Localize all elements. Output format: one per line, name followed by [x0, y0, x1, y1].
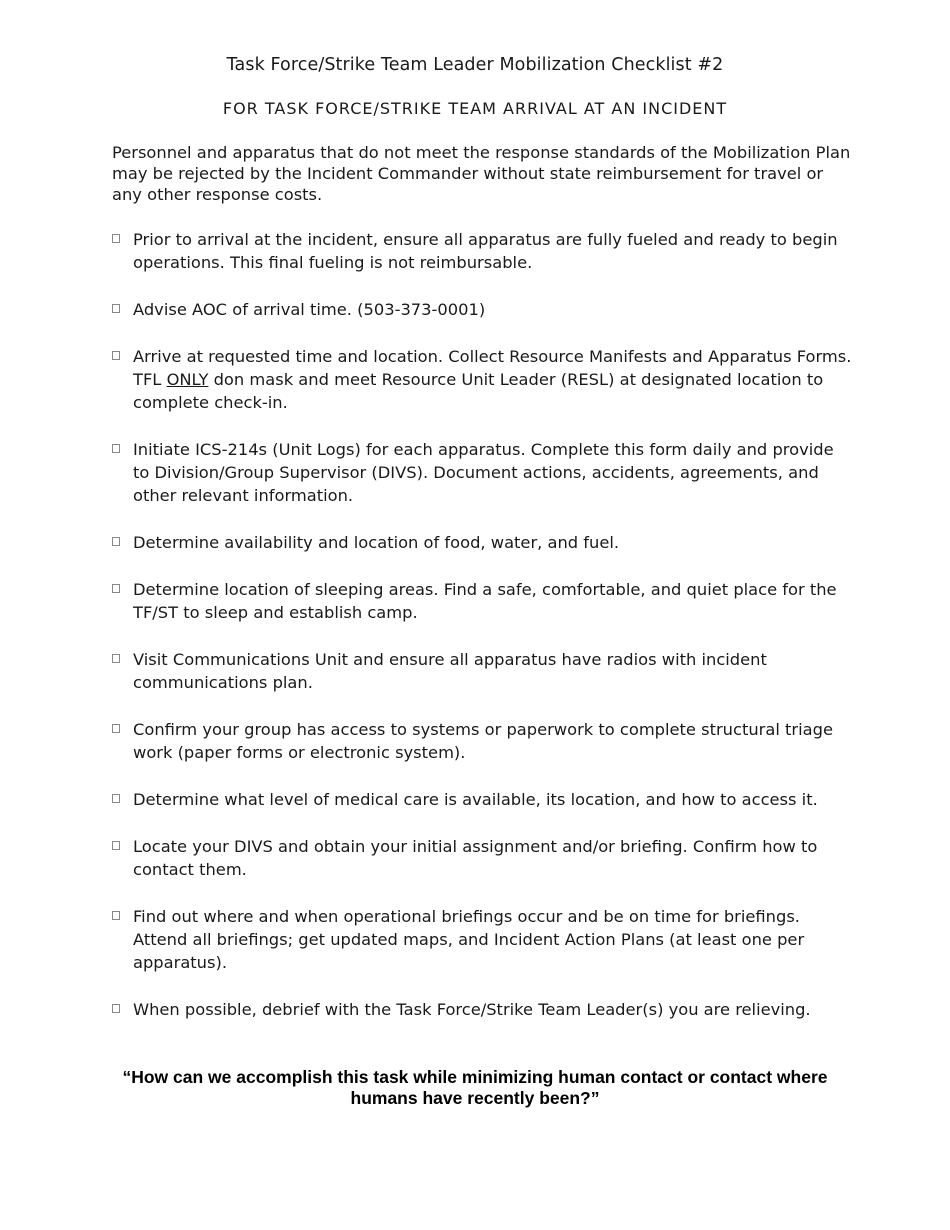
checklist-item — [112, 788, 852, 811]
checklist-item-text: Determine what level of medical care is available, its location, and how to access it. — [133, 790, 818, 809]
checklist-item — [112, 345, 852, 414]
checklist-item — [112, 531, 852, 554]
checklist-item-text: Confirm your group has access to systems or paperwork to complete structural triage work (paper forms or electronic system). — [133, 720, 833, 762]
checklist-item — [112, 438, 852, 507]
closing-quote: “How can we accomplish this task while minimizing human contact or contact where humans have recently been?” — [122, 1067, 828, 1108]
checkbox-icon — [112, 1004, 120, 1013]
checklist-item — [112, 718, 852, 764]
checklist-item-text — [133, 347, 851, 412]
checkbox-icon — [112, 794, 120, 803]
checklist — [112, 228, 852, 1045]
checklist-item — [112, 298, 852, 321]
checklist-item-text: When possible, debrief with the Task Force/Strike Team Leader(s) you are relieving. — [133, 1000, 811, 1019]
checklist-item — [112, 905, 852, 974]
checkbox-icon — [112, 911, 120, 920]
checklist-item-text: Advise AOC of arrival time. (503-373-0001) — [133, 300, 486, 319]
checkbox-icon — [112, 724, 120, 733]
checkbox-icon — [112, 841, 120, 850]
intro-paragraph: Personnel and apparatus that do not meet the response standards of the Mobilization Plan may be rejected by the Incident Commander without state reimbursement for travel or any other response costs. — [112, 143, 851, 204]
checklist-item — [112, 835, 852, 881]
checklist-item-text: Find out where and when operational briefings occur and be on time for briefings. Attend all briefings; get updated maps, and Incident Action Plans (at least one per apparatus). — [133, 907, 805, 972]
checkbox-icon — [112, 654, 120, 663]
checklist-item — [112, 648, 852, 694]
checkbox-icon — [112, 304, 120, 313]
checklist-item — [112, 998, 852, 1021]
checklist-item-text: Visit Communications Unit and ensure all apparatus have radios with incident communications plan. — [133, 650, 767, 692]
checklist-item-text-after: don mask and meet Resource Unit Leader (RESL) at designated location to complete check-in. — [133, 370, 824, 412]
checkbox-icon — [112, 444, 120, 453]
checklist-item-text: Locate your DIVS and obtain your initial assignment and/or briefing. Confirm how to contact them. — [133, 837, 818, 879]
page-subtitle: FOR TASK FORCE/STRIKE TEAM ARRIVAL AT AN INCIDENT — [222, 99, 728, 118]
checklist-item-text: Determine availability and location of food, water, and fuel. — [133, 533, 620, 552]
checkbox-icon — [112, 234, 120, 243]
emphasis-only: ONLY — [166, 370, 209, 389]
checkbox-icon — [112, 351, 120, 360]
checkbox-icon — [112, 537, 120, 546]
checklist-item-text: Determine location of sleeping areas. Find a safe, comfortable, and quiet place for the TF/ST to sleep and establish camp. — [133, 580, 837, 622]
checklist-item-text: Initiate ICS-214s (Unit Logs) for each apparatus. Complete this form daily and provide to Division/Group Supervisor (DIVS). Document actions, accidents, agreements, and other relevant information. — [133, 440, 834, 505]
checklist-item-text-before: Arrive at requested time and location. Collect Resource Manifests and Apparatus Forms. TFL — [133, 347, 852, 389]
checkbox-icon — [112, 584, 120, 593]
page-title: Task Force/Strike Team Leader Mobilization Checklist #2 — [226, 55, 724, 75]
checklist-item — [112, 578, 852, 624]
checklist-item — [112, 228, 852, 274]
checklist-item-text: Prior to arrival at the incident, ensure all apparatus are fully fueled and ready to begin operations. This final fueling is not reimbursable. — [133, 230, 838, 272]
